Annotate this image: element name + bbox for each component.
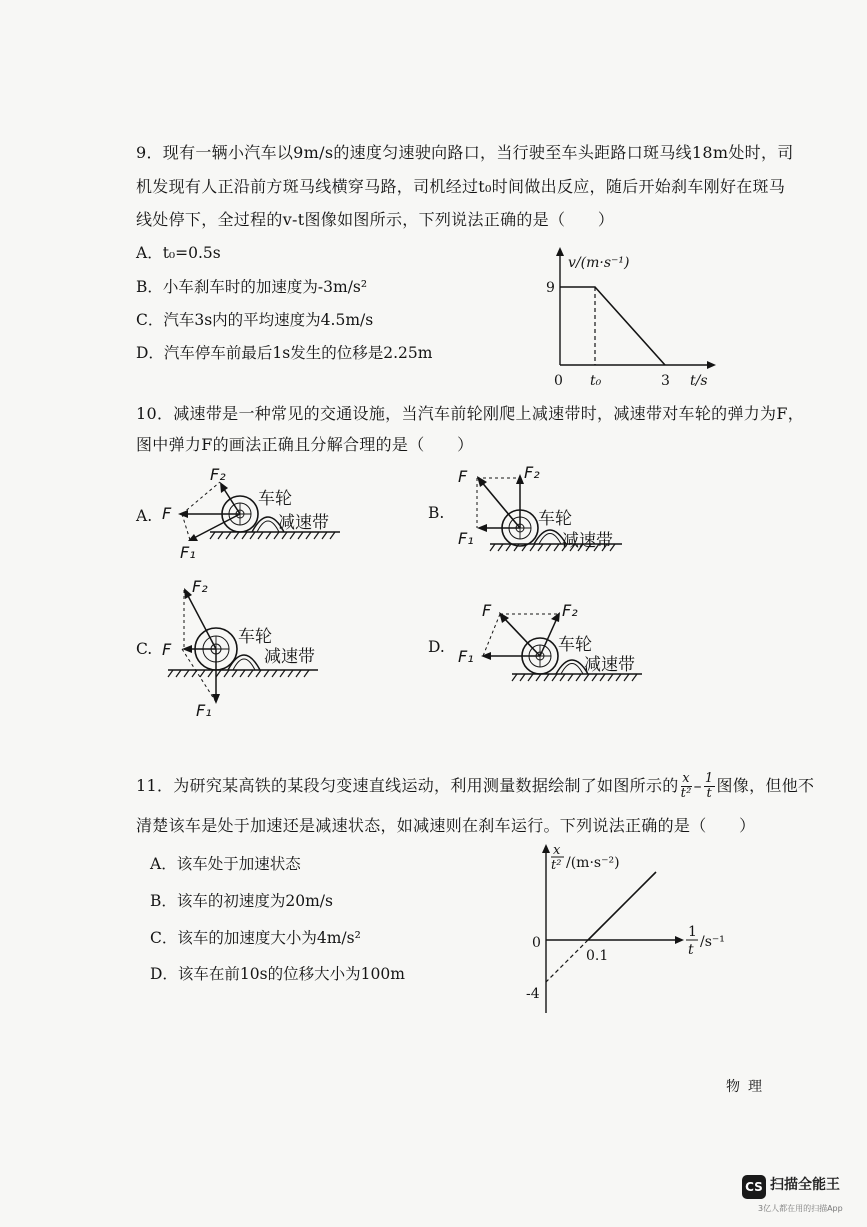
q11-y-tick: -4: [526, 986, 540, 1002]
q11-option-a: A．该车处于加速状态: [150, 855, 301, 873]
ground-hatch-a: [210, 532, 340, 539]
force-f1-a: [192, 514, 240, 539]
q11-option-d: D．该车在前10s的位移大小为100m: [150, 965, 405, 983]
label-f1-a: F₁: [180, 543, 196, 562]
q10-line-1: 10．减速带是一种常见的交通设施，当汽车前轮刚爬上减速带时，减速带对车轮的弹力为F，: [136, 404, 805, 423]
q11-ylabel-den: t²: [551, 858, 562, 873]
q9-x-arrow: [707, 361, 716, 369]
q11-x-arrow: [675, 936, 684, 944]
label-bump-d: 减速带: [584, 655, 635, 675]
q11-graph: [520, 838, 740, 1018]
label-wheel-d: 车轮: [558, 635, 592, 655]
label-wheel-b: 车轮: [538, 509, 572, 529]
camscanner-logo-icon: CS: [742, 1175, 766, 1199]
label-bump-b: 减速带: [562, 531, 613, 551]
q9-y-tick-9: 9: [546, 280, 555, 296]
q9-vt-graph: [540, 245, 730, 395]
q10-option-b: B.: [428, 504, 445, 522]
q11-frac-x-over-t2: [681, 772, 692, 801]
q9-line-3: 线处停下，全过程的v-t图像如图所示，下列说法正确的是（ ）: [136, 210, 615, 229]
q11-solid-line: [588, 872, 656, 940]
q9-option-a: A．t₀=0.5s: [136, 244, 221, 262]
q9-option-d: D．汽车停车前最后1s发生的位移是2.25m: [136, 344, 433, 362]
q11-line-2: 清楚该车是处于加速还是减速状态，如减速则在刹车运行。下列说法正确的是（ ）: [136, 816, 756, 835]
force-f2-c: [186, 592, 216, 649]
label-wheel-c: 车轮: [238, 627, 272, 647]
label-f-b: F: [458, 467, 468, 486]
q11-xlabel-unit: /s⁻¹: [700, 934, 725, 950]
q9-option-c: C．汽车3s内的平均速度为4.5m/s: [136, 311, 374, 329]
q9-line-1: 9．现有一辆小汽车以9m/s的速度匀速驶向路口，当行驶至车头距路口斑马线18m处时，司: [136, 143, 794, 162]
q11-frac-1-over-t: [704, 772, 715, 801]
q9-xlabel: t/s: [690, 373, 708, 389]
q11-xlabel-den: t: [688, 942, 694, 958]
q11-y-arrow: [542, 844, 550, 853]
camscanner-app-name: 扫描全能王: [770, 1177, 840, 1193]
frac-num: x: [682, 771, 690, 786]
q10-option-a: A.: [136, 507, 153, 525]
q11-line-1-start: 11．为研究某高铁的某段匀变速直线运动，利用测量数据绘制了如图所示的: [136, 776, 679, 795]
q10-diagram-a: [160, 460, 370, 565]
frac-num: 1: [704, 771, 714, 786]
q11-ylabel-num: x: [553, 843, 561, 858]
q11-ylabel-unit: /(m·s⁻²): [566, 855, 620, 871]
label-bump-c: 减速带: [264, 647, 315, 667]
q11-option-b: B．该车的初速度为20m/s: [150, 892, 333, 910]
q9-ylabel: v/(m·s⁻¹): [568, 255, 630, 271]
label-f2-b: F₂: [524, 463, 540, 482]
q9-x-tick-t0: t₀: [590, 373, 602, 389]
q11-line-1-end: 图像，但他不: [716, 776, 815, 795]
q9-line-2: 机发现有人正沿前方斑马线横穿马路，司机经过t₀时间做出反应，随后开始刹车刚好在斑马: [136, 177, 786, 196]
q11-option-c: C．该车的加速度大小为4m/s²: [150, 929, 361, 947]
q11-xlabel-num: 1: [688, 924, 697, 940]
q11-dashed-extension: [546, 940, 588, 982]
label-f-d: F: [482, 601, 492, 620]
label-f-a: F: [162, 504, 172, 523]
force-f-d: [502, 616, 540, 656]
label-f2-c: F₂: [192, 577, 208, 596]
q10-option-c: C.: [136, 640, 153, 658]
q11-origin: 0: [532, 935, 541, 951]
q9-option-b: B．小车刹车时的加速度为-3m/s²: [136, 278, 368, 296]
q9-x-tick-3: 3: [661, 373, 670, 389]
ground-hatch-d: [512, 674, 642, 681]
force-f-b: [480, 480, 520, 528]
q11-dash: –: [693, 776, 702, 795]
label-f2-d: F₂: [562, 601, 578, 620]
label-f1-c: F₁: [196, 701, 212, 720]
label-f1-b: F₁: [458, 529, 474, 548]
label-f1-d: F₁: [458, 647, 474, 666]
frac-den: t: [706, 786, 712, 801]
q11-x-tick: 0.1: [586, 948, 609, 964]
q9-vt-line: [560, 287, 665, 365]
q10-diagram-b: [452, 458, 662, 558]
q10-line-2: 图中弹力F的画法正确且分解合理的是（ ）: [136, 435, 474, 454]
page-subject: 物理: [726, 1079, 770, 1095]
q10-diagram-c: [158, 570, 368, 720]
label-bump-a: 减速带: [278, 513, 329, 533]
q10-diagram-d: [452, 592, 662, 692]
q11-line-1: [136, 772, 814, 801]
q9-y-arrow: [556, 247, 564, 256]
camscanner-tagline: 3亿人都在用的扫描App: [758, 1204, 843, 1213]
label-f2-a: F₂: [210, 465, 226, 484]
label-f-c: F: [162, 640, 172, 659]
ground-hatch-c: [168, 670, 318, 677]
q9-origin: 0: [554, 373, 563, 389]
label-wheel-a: 车轮: [258, 489, 292, 509]
q10-option-d: D.: [428, 638, 445, 656]
frac-den: t²: [680, 786, 692, 801]
